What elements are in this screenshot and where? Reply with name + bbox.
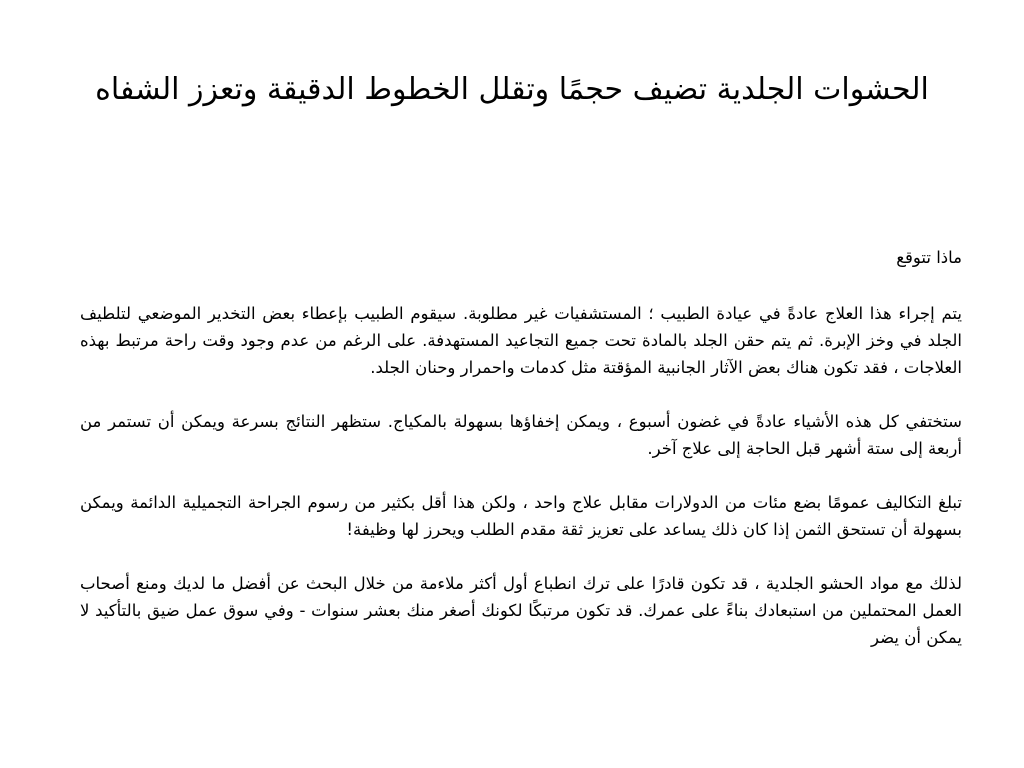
paragraph-conclusion: لذلك مع مواد الحشو الجلدية ، قد تكون قادرًا على ترك انطباع أول أكثر ملاءمة من خلال البحث عن أفضل ما لديك ومنع أصحاب العمل المحتملين من استبعادك بناءً على عمرك. قد تكون مرتبكًا لكونك أصغر منك بعشر سنوات - وفي سوق عمل ضيق بالتأكيد لا يمكن أن يضر [80, 574, 962, 647]
section-heading: ماذا تتوقع [896, 248, 962, 267]
slide-body [80, 244, 962, 678]
slide-title: الحشوات الجلدية تضيف حجمًا وتقلل الخطوط الدقيقة وتعزز الشفاه [95, 72, 929, 107]
paragraph-costs: تبلغ التكاليف عمومًا بضع مئات من الدولارات مقابل علاج واحد ، ولكن هذا أقل بكثير من رسوم الجراحة التجميلية الدائمة ويمكن بسهولة أن تستحق الثمن إذا كان ذلك يساعد على تعزيز ثقة مقدم الطلب ويحرز لها وظيفة! [80, 493, 962, 539]
paragraph-procedure: يتم إجراء هذا العلاج عادةً في عيادة الطبيب ؛ المستشفيات غير مطلوبة. سيقوم الطبيب بإعطاء بعض التخدير الموضعي لتلطيف الجلد في وخز الإبرة. ثم يتم حقن الجلد بالمادة تحت جميع التجاعيد المستهدفة. على الرغم من عدم وجود وقت راحة مرتبط بهذه العلاجات ، فقد تكون هناك بعض الآثار الجانبية المؤقتة مثل كدمات واحمرار وحنان الجلد. [80, 304, 962, 377]
paragraph-recovery: ستختفي كل هذه الأشياء عادةً في غضون أسبوع ، ويمكن إخفاؤها بسهولة بالمكياج. ستظهر النتائج بسرعة ويمكن أن تستمر من أربعة إلى ستة أشهر قبل الحاجة إلى علاج آخر. [80, 412, 962, 458]
